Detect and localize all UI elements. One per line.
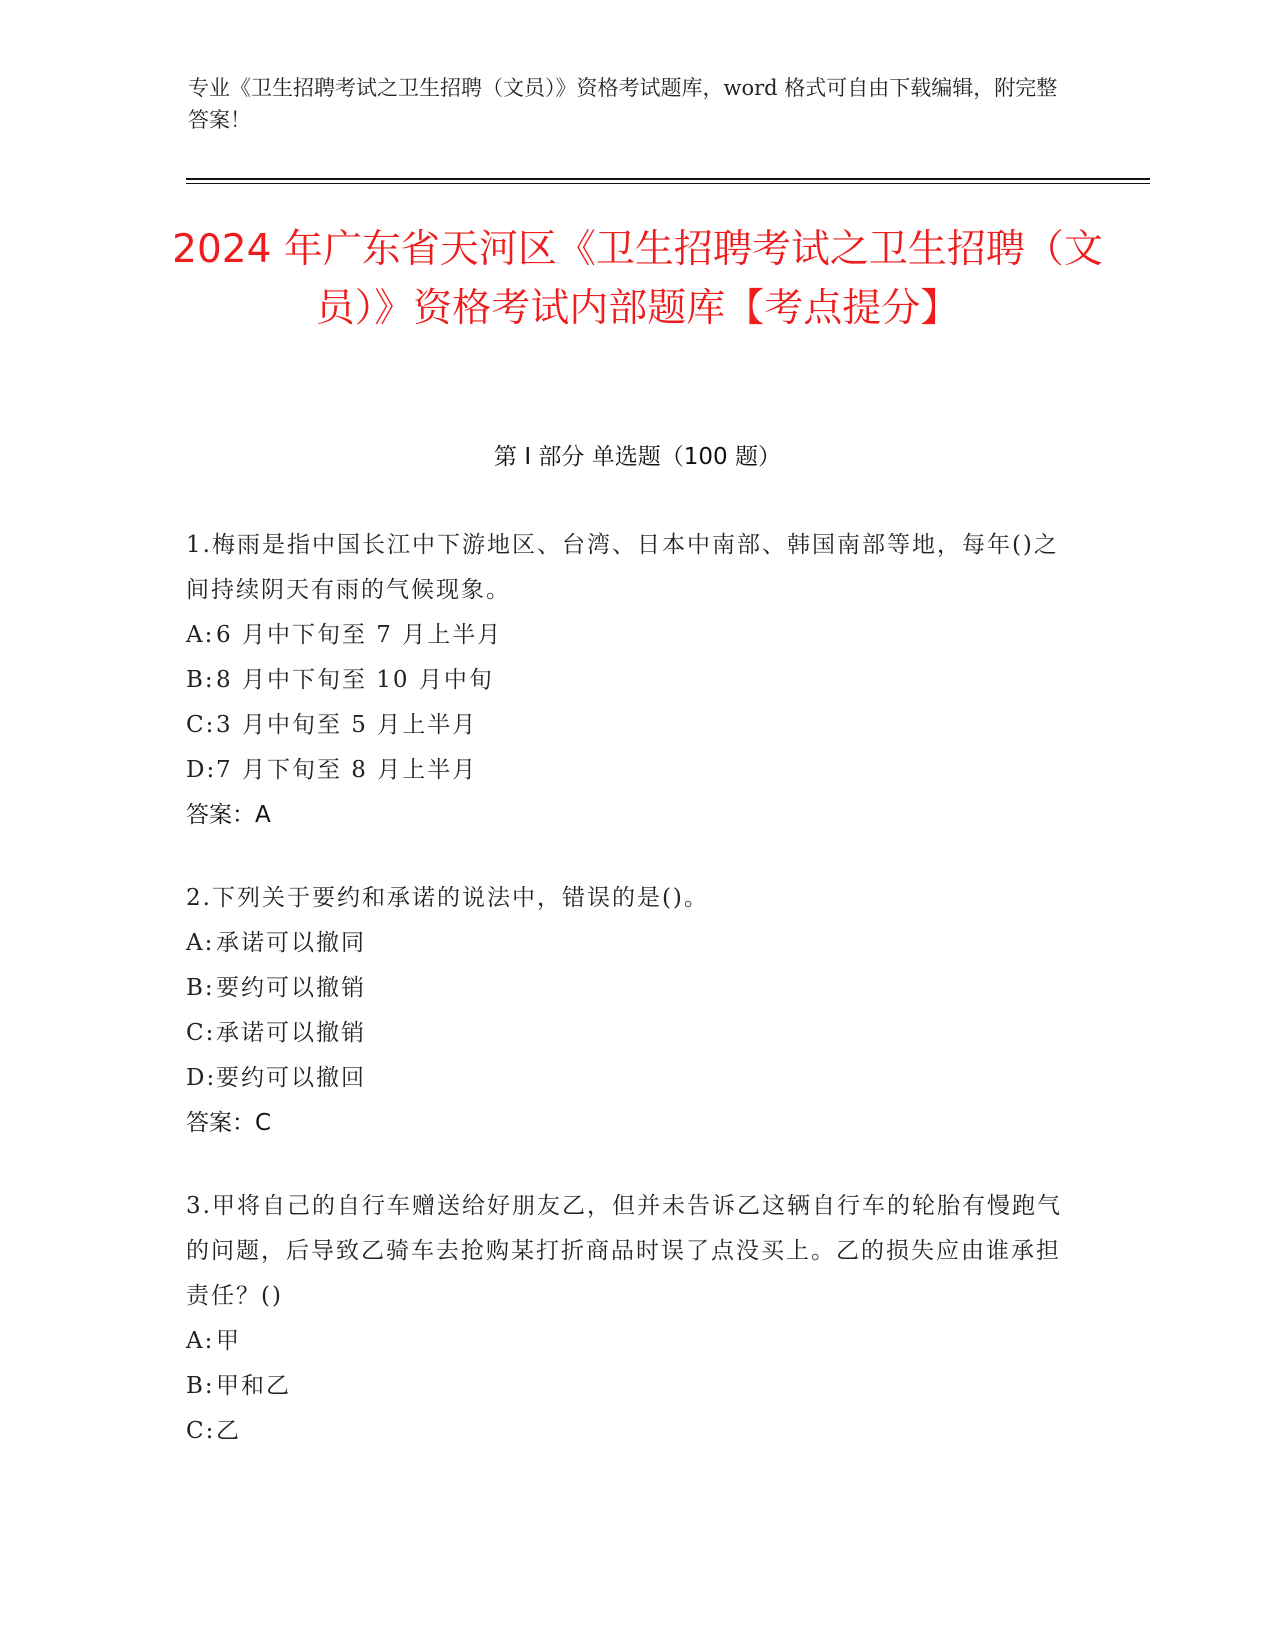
section-title: 第 I 部分 单选题（100 题）: [494, 444, 781, 470]
option-b: [186, 966, 1066, 1011]
question-list: [186, 523, 1066, 1492]
option-text: 要约可以撤回: [216, 1065, 366, 1091]
option-text: 承诺可以撤同: [216, 930, 366, 956]
option-a: [186, 921, 1066, 966]
option-c: [186, 1011, 1066, 1056]
option-letter: D:: [186, 757, 217, 783]
option-c: [186, 1409, 1066, 1454]
question-item: [186, 1184, 1066, 1454]
answer-label: 答案：: [186, 1110, 255, 1136]
option-text: 3 月中旬至 5 月上半月: [216, 712, 478, 738]
question-item: [186, 523, 1066, 838]
header-divider-thick: [186, 178, 1150, 180]
answer-value: C: [255, 1110, 272, 1136]
option-d: [186, 748, 1066, 793]
option-letter: C:: [186, 1418, 216, 1444]
option-text: 甲: [216, 1328, 241, 1354]
header-divider-thin: [186, 183, 1150, 184]
option-letter: C:: [186, 1020, 216, 1046]
question-text: 3.甲将自己的自行车赠送给好朋友乙，但并未告诉乙这辆自行车的轮胎有慢跑气的问题，后导致乙骑车去抢购某打折商品时误了点没买上。乙的损失应由谁承担责任？(): [186, 1193, 1062, 1309]
option-text: 7 月下旬至 8 月上半月: [216, 757, 478, 783]
option-letter: D:: [186, 1065, 217, 1091]
option-letter: B:: [186, 667, 215, 693]
option-text: 承诺可以撤销: [216, 1020, 366, 1046]
option-d: [186, 1056, 1066, 1101]
question-text: 2.下列关于要约和承诺的说法中，错误的是()。: [186, 885, 709, 911]
option-text: 8 月中下旬至 10 月中旬: [216, 667, 494, 693]
option-letter: B:: [186, 975, 215, 1001]
option-letter: A:: [186, 930, 215, 956]
option-letter: A:: [186, 1328, 215, 1354]
option-c: [186, 703, 1066, 748]
answer-line: [186, 1101, 1066, 1146]
option-a: [186, 613, 1066, 658]
header-note: 专业《卫生招聘考试之卫生招聘（文员）》资格考试题库，word 格式可自由下载编辑，附完整答案！: [188, 76, 1058, 132]
option-b: [186, 658, 1066, 703]
option-text: 6 月中下旬至 7 月上半月: [216, 622, 503, 648]
question-text: 1.梅雨是指中国长江中下游地区、台湾、日本中南部、韩国南部等地，每年()之间持续阴天有雨的气候现象。: [186, 532, 1059, 603]
option-letter: A:: [186, 622, 215, 648]
option-text: 要约可以撤销: [216, 975, 366, 1001]
option-a: [186, 1319, 1066, 1364]
document-title: 2024 年广东省天河区《卫生招聘考试之卫生招聘（文员）》资格考试内部题库【考点提分】: [172, 227, 1103, 331]
answer-label: 答案：: [186, 802, 255, 828]
question-item: [186, 876, 1066, 1146]
option-letter: C:: [186, 712, 216, 738]
option-text: 乙: [216, 1418, 241, 1444]
option-text: 甲和乙: [216, 1373, 291, 1399]
answer-line: [186, 793, 1066, 838]
answer-value: A: [255, 802, 271, 828]
option-letter: B:: [186, 1373, 215, 1399]
option-b: [186, 1364, 1066, 1409]
